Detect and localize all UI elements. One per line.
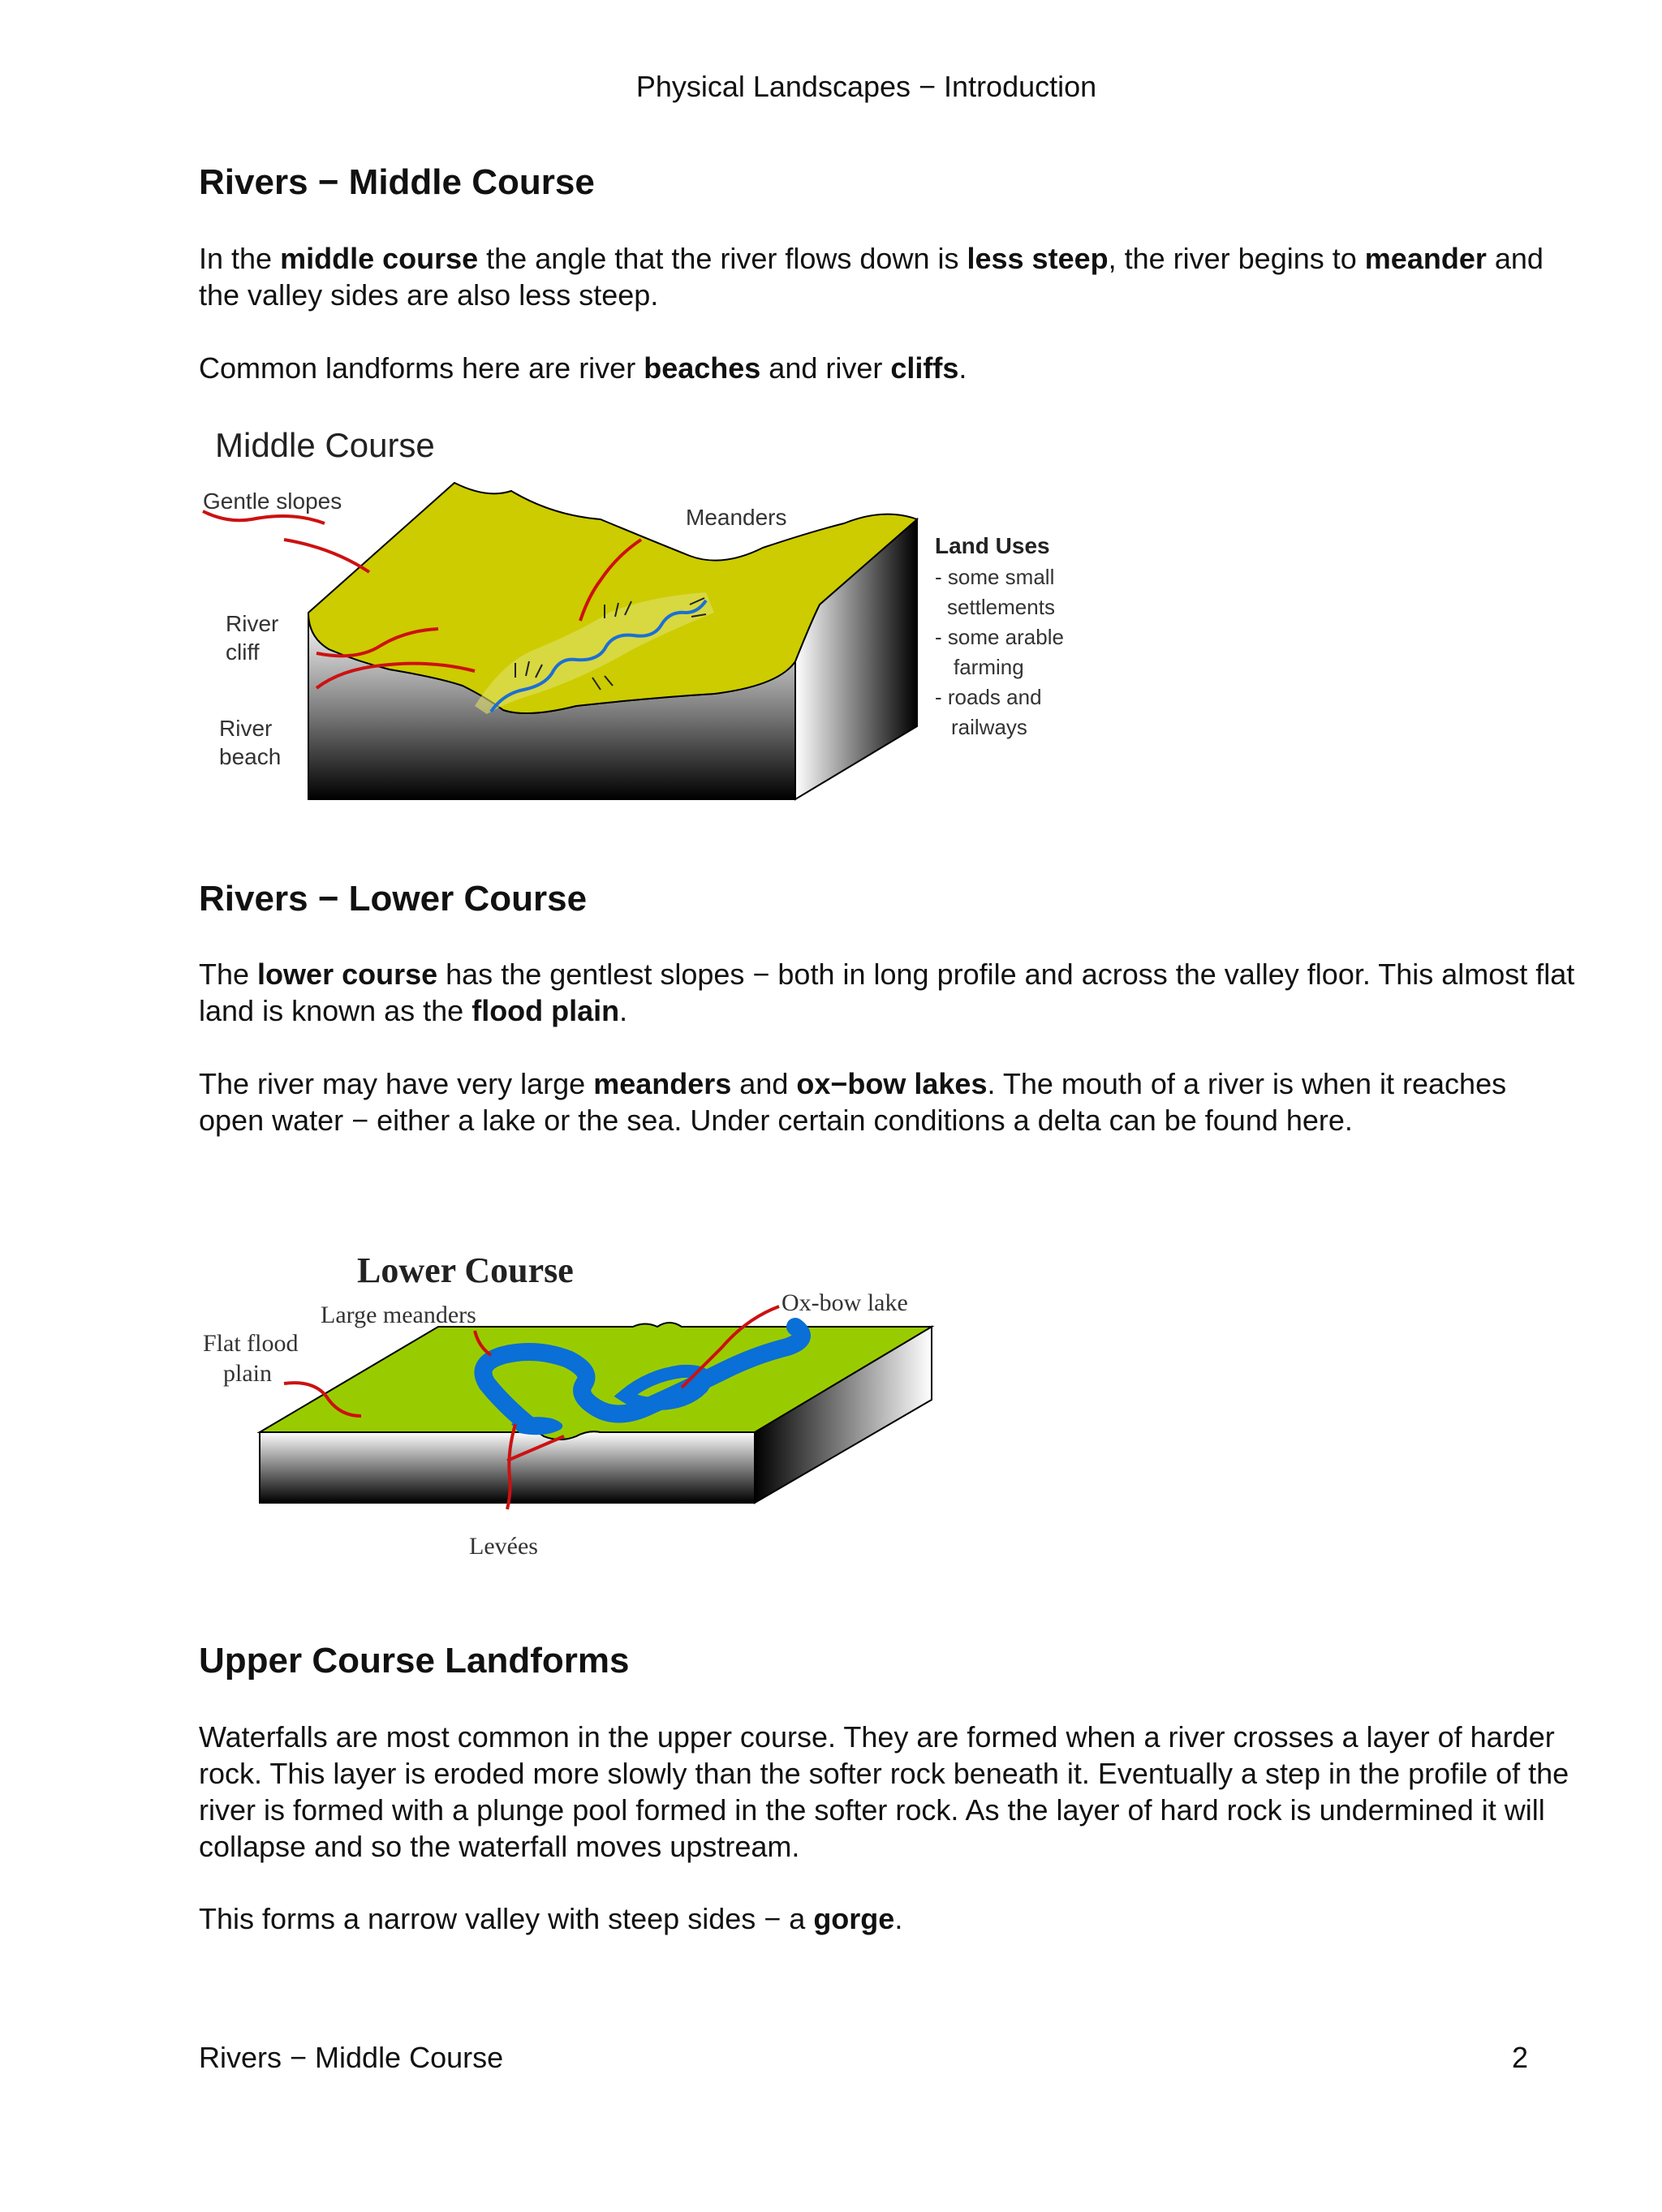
heading-upper-course: Upper Course Landforms — [199, 1641, 630, 1681]
land-uses-line: - roads and — [935, 685, 1042, 709]
label-river-cliff-2: cliff — [226, 639, 260, 665]
lower-course-diagram — [195, 1242, 966, 1566]
lower-front-face — [260, 1431, 755, 1503]
label-flat-flood-2: plain — [223, 1360, 272, 1387]
paragraph-upper-1: Waterfalls are most common in the upper course. They are formed when a river crosses a layer of harder rock. This layer is eroded more slowly than the softer rock beneath it. Eventually a step in the profile of the river is formed with a plunge pool formed in the softer rock. As the layer of hard rock is undermined it will collapse and so the waterfall moves upstream. — [199, 1720, 1569, 1863]
label-meanders: Meanders — [686, 505, 787, 530]
paragraph-middle-1: In the middle course the angle that the river flows down is less steep, the river begins to meander and the valley sides are also less steep. — [199, 242, 1544, 312]
label-gentle-slopes: Gentle slopes — [203, 488, 342, 514]
page-header: Physical Landscapes − Introduction — [635, 70, 1097, 103]
land-uses-title: Land Uses — [935, 533, 1050, 558]
lower-diagram-title: Lower Course — [357, 1250, 574, 1290]
land-uses-line: farming — [954, 655, 1024, 679]
label-flat-flood-1: Flat flood — [203, 1330, 299, 1357]
label-large-meanders: Large meanders — [321, 1302, 476, 1328]
label-levees: Levées — [469, 1533, 538, 1560]
middle-diagram-title: Middle Course — [215, 426, 435, 464]
land-uses-line: - some arable — [935, 625, 1064, 649]
label-river-cliff-1: River — [226, 611, 279, 636]
label-river-beach-2: beach — [219, 744, 282, 769]
land-uses-line: settlements — [947, 595, 1055, 619]
paragraph-upper-2: This forms a narrow valley with steep sides − a gorge. — [199, 1902, 903, 1935]
land-uses-line: railways — [951, 715, 1027, 739]
heading-lower-course: Rivers − Lower Course — [199, 879, 588, 919]
heading-middle-course: Rivers − Middle Course — [199, 162, 595, 202]
label-oxbow-lake: Ox-bow lake — [781, 1289, 908, 1316]
label-river-beach-1: River — [219, 716, 273, 741]
paragraph-lower-2: The river may have very large meanders and ox−bow lakes. The mouth of a river is when it reaches open water − either a lake or the sea. Under certain conditions a delta can be found here. — [199, 1067, 1507, 1137]
middle-course-diagram — [195, 418, 1112, 824]
land-uses-line: - some small — [935, 565, 1055, 589]
paragraph-middle-2: Common landforms here are river beaches and river cliffs. — [199, 351, 967, 385]
paragraph-lower-1: The lower course has the gentlest slopes − both in long profile and across the valley floor. This almost flat land is known as the flood plain. — [199, 958, 1575, 1027]
footer-section-title: Rivers − Middle Course — [199, 2041, 504, 2074]
footer-page-number: 2 — [1512, 2041, 1529, 2074]
